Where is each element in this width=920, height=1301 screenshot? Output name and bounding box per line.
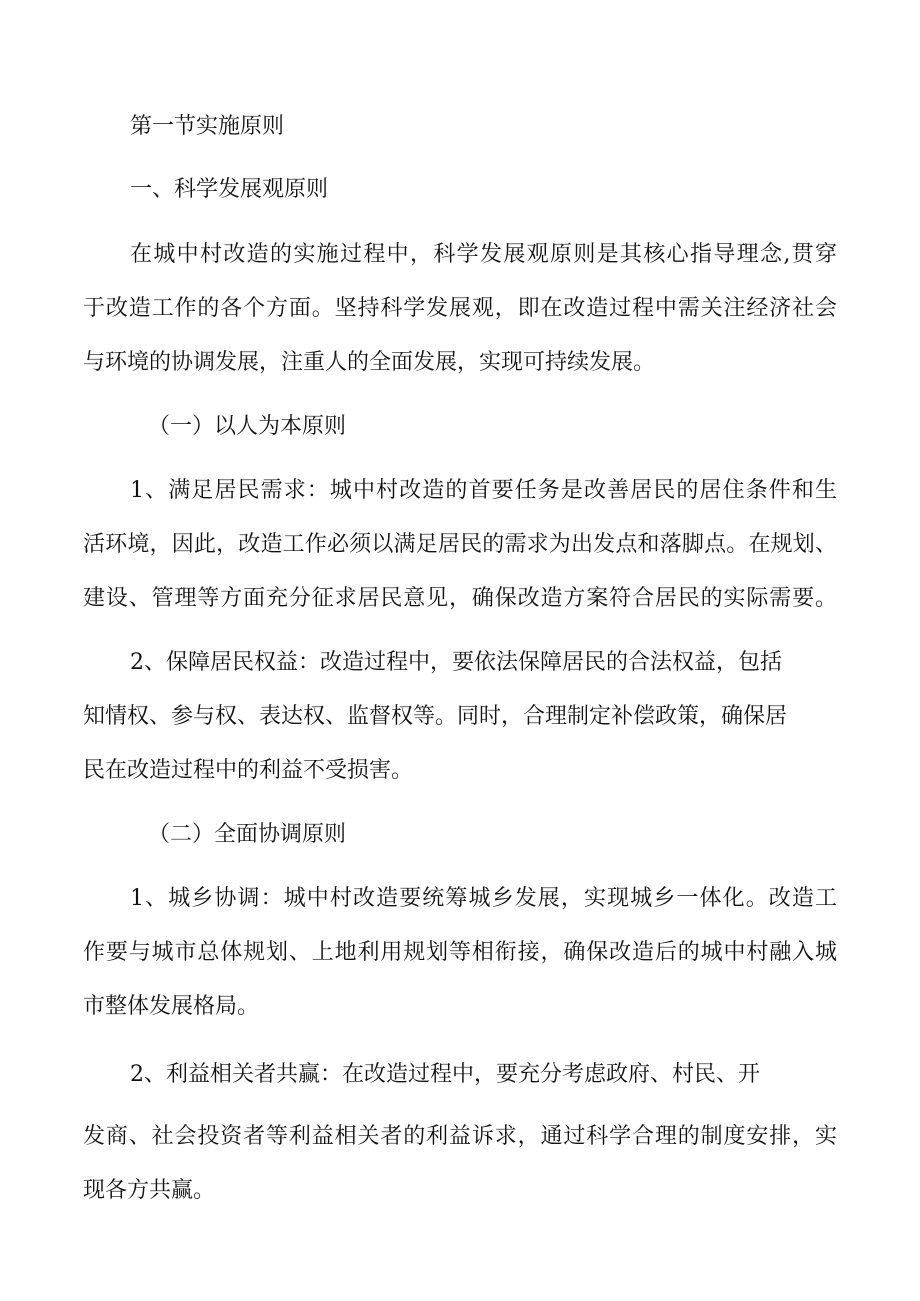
subsection-heading-2: （二）全面协调原则 xyxy=(148,822,347,847)
subsection-heading-1: （一）以人为本原则 xyxy=(148,414,347,439)
item-1-2-line-1: 2、保障居民权益：改造过程中，要依法保障居民的合法权益，包括 xyxy=(130,650,782,675)
intro-line-2: 于改造工作的各个方面。坚持科学发展观，即在改造过程中需关注经济社会 xyxy=(83,296,837,321)
section-title: 第一节实施原则 xyxy=(130,114,285,139)
principle-heading: 一、科学发展观原则 xyxy=(130,177,329,202)
item-2-1-line-3: 市整体发展格局。 xyxy=(83,994,260,1019)
item-1-1-line-2: 活环境，因此，改造工作必须以满足居民的需求为出发点和落脚点。在规划、 xyxy=(83,532,837,557)
item-1-2-line-2: 知情权、参与权、表达权、监督权等。同时，合理制定补偿政策，确保居 xyxy=(83,704,788,729)
item-1-2-line-3: 民在改造过程中的利益不受损害。 xyxy=(83,758,414,783)
item-2-2-line-2: 发商、社会投资者等利益相关者的利益诉求，通过科学合理的制度安排，实 xyxy=(83,1124,837,1149)
item-2-1-line-1: 1、城乡协调：城中村改造要统筹城乡发展，实现城乡一体化。改造工 xyxy=(130,886,837,911)
intro-line-1: 在城中村改造的实施过程中，科学发展观原则是其核心指导理念,贯穿 xyxy=(130,242,837,267)
item-2-1-line-2: 作要与城市总体规划、上地利用规划等相衔接，确保改造后的城中村融入城 xyxy=(83,940,837,965)
intro-line-3: 与环境的协调发展，注重人的全面发展，实现可持续发展。 xyxy=(83,350,656,375)
item-1-1-line-1: 1、满足居民需求：城中村改造的首要任务是改善居民的居住条件和生 xyxy=(130,478,837,503)
item-2-2-line-1: 2、利益相关者共赢：在改造过程中，要充分考虑政府、村民、开 xyxy=(130,1062,760,1087)
item-1-1-line-3: 建设、管理等方面充分征求居民意见，确保改造方案符合居民的实际需要。 xyxy=(83,586,837,611)
item-2-2-line-3: 现各方共赢。 xyxy=(83,1178,216,1203)
